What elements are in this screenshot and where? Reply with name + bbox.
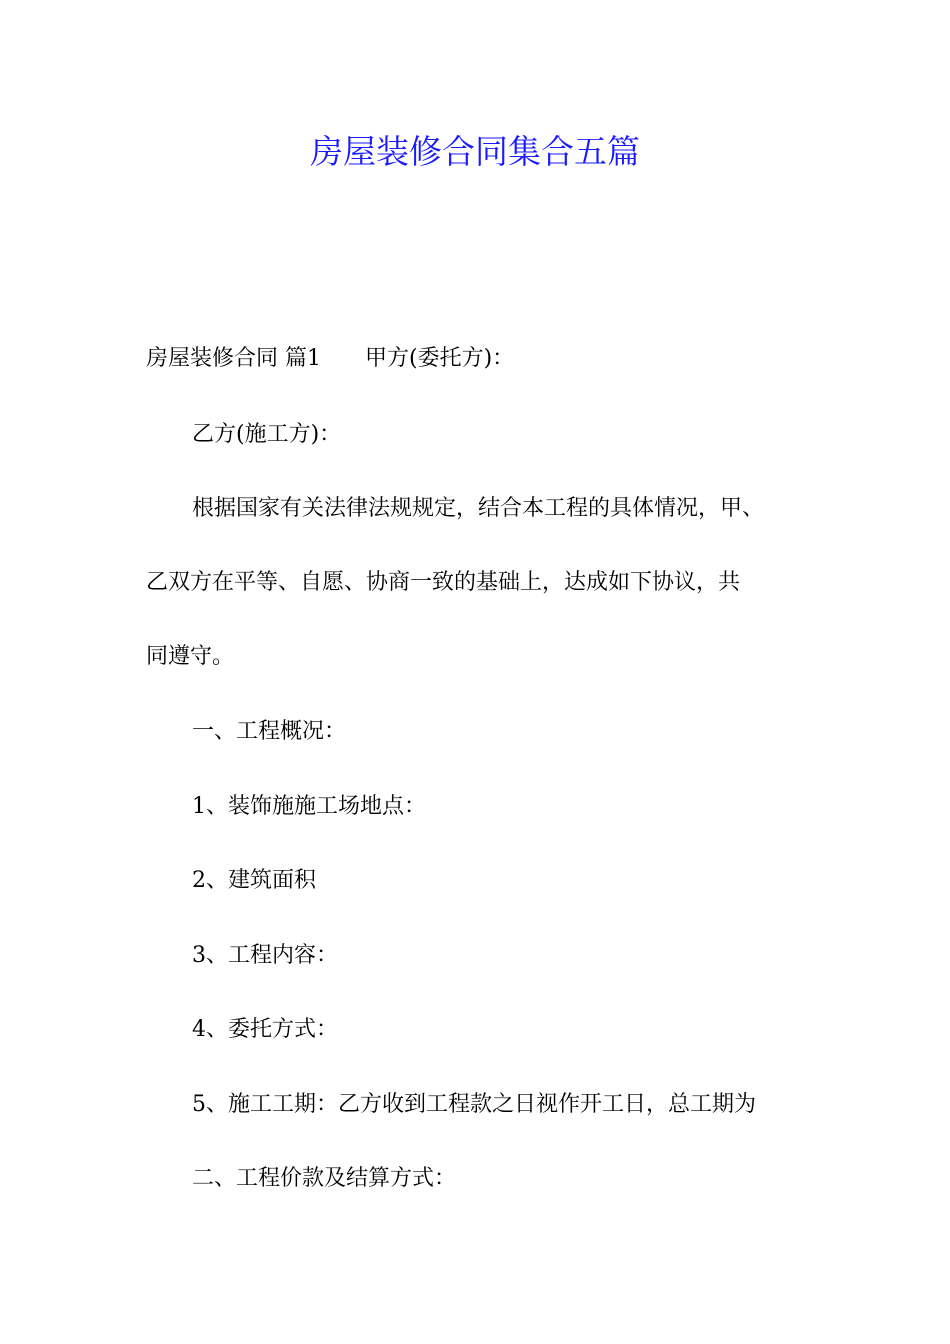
document-title: 房屋装修合同集合五篇	[310, 132, 640, 171]
paragraph-line: 乙双方在平等、自愿、协商一致的基础上，达成如下协议，共	[146, 570, 741, 595]
contract-section-label: 房屋装修合同 篇1	[146, 346, 321, 371]
list-item: 2、建筑面积	[192, 868, 316, 893]
party-b-label: 乙方(施工方)：	[192, 422, 342, 447]
paragraph-line: 同遵守。	[146, 644, 235, 669]
list-item: 5、施工工期：乙方收到工程款之日视作开工日，总工期为	[192, 1092, 756, 1117]
section-heading: 二、工程价款及结算方式：	[192, 1166, 457, 1191]
paragraph-line: 根据国家有关法律法规规定，结合本工程的具体情况，甲、	[192, 496, 765, 521]
list-item: 4、委托方式：	[192, 1017, 338, 1042]
contract-heading-line	[146, 344, 514, 374]
list-item: 1、装饰施施工场地点：	[192, 794, 426, 819]
party-a-label: 甲方(委托方)：	[365, 346, 515, 371]
section-heading: 一、工程概况：	[192, 719, 347, 744]
list-item: 3、工程内容：	[192, 943, 338, 968]
